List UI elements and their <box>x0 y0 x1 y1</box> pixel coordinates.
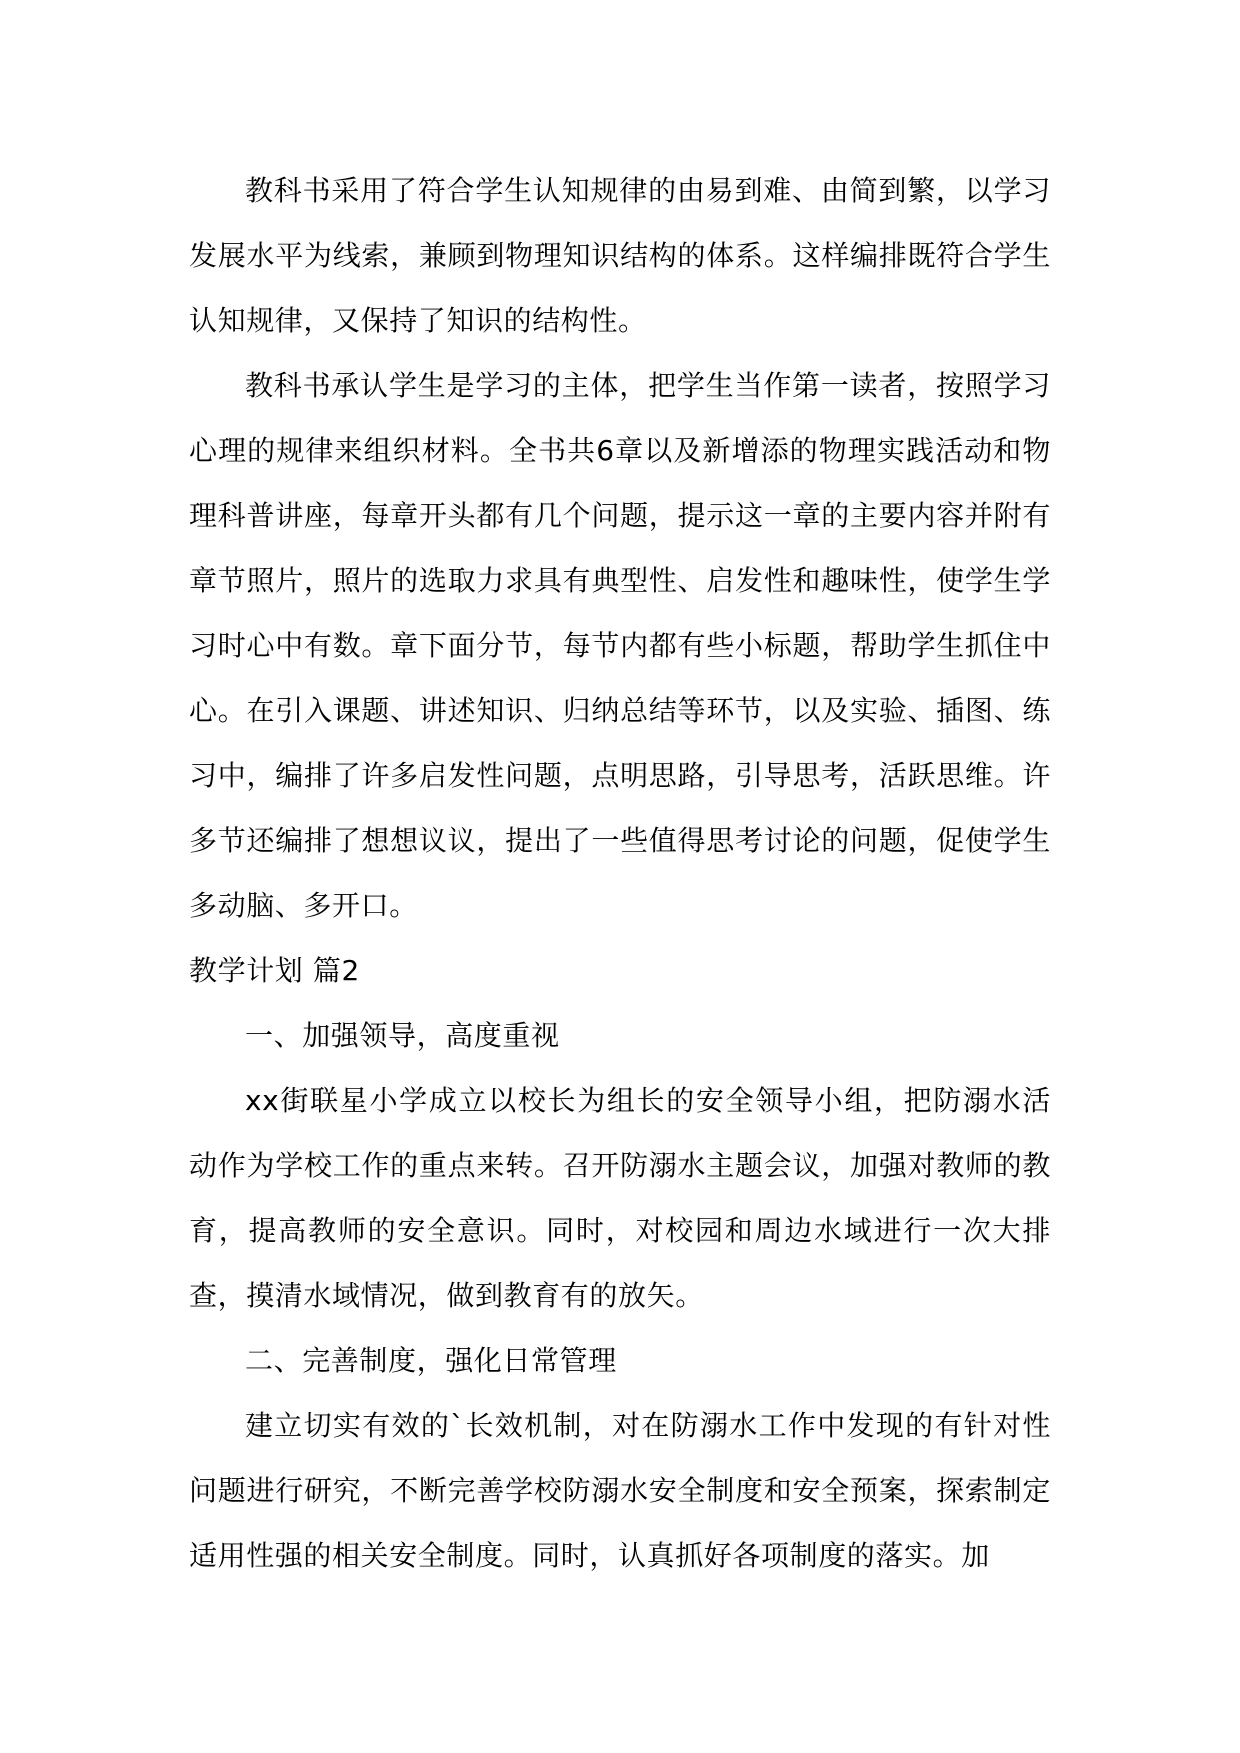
paragraph-leadership: xx街联星小学成立以校长为组长的安全领导小组，把防溺水活动作为学校工作的重点来转。召开防溺水主题会议，加强对教师的教育，提高教师的安全意识。同时，对校园和周边水域进行一次大排查，摸清水域情况，做到教育有的放矢。 <box>189 1084 1051 1312</box>
subheading-leadership: 一、加强领导，高度重视 <box>245 1019 560 1052</box>
section-heading: 教学计划 篇2 <box>189 954 360 987</box>
subheading-system: 二、完善制度，强化日常管理 <box>245 1344 617 1377</box>
paragraph-textbook-structure: 教科书采用了符合学生认知规律的由易到难、由简到繁，以学习发展水平为线索，兼顾到物理知识结构的体系。这样编排既符合学生认知规律，又保持了知识的结构性。 <box>189 174 1051 337</box>
document-body <box>189 158 1051 1588</box>
paragraph-system: 建立切实有效的`长效机制，对在防溺水工作中发现的有针对性问题进行研究，不断完善学校防溺水安全制度和安全预案，探索制定适用性强的相关安全制度。同时，认真抓好各项制度的落实。加 <box>189 1409 1051 1572</box>
paragraph-textbook-student-centered: 教科书承认学生是学习的主体，把学生当作第一读者，按照学习心理的规律来组织材料。全书共6章以及新增添的物理实践活动和物理科普讲座，每章开头都有几个问题，提示这一章的主要内容并附有章节照片，照片的选取力求具有典型性、启发性和趣味性，使学生学习时心中有数。章下面分节，每节内都有些小标题，帮助学生抓住中心。在引入课题、讲述知识、归纳总结等环节，以及实验、插图、练习中，编排了许多启发性问题，点明思路，引导思考，活跃思维。许多节还编排了想想议议，提出了一些值得思考讨论的问题，促使学生多动脑、多开口。 <box>189 369 1051 922</box>
